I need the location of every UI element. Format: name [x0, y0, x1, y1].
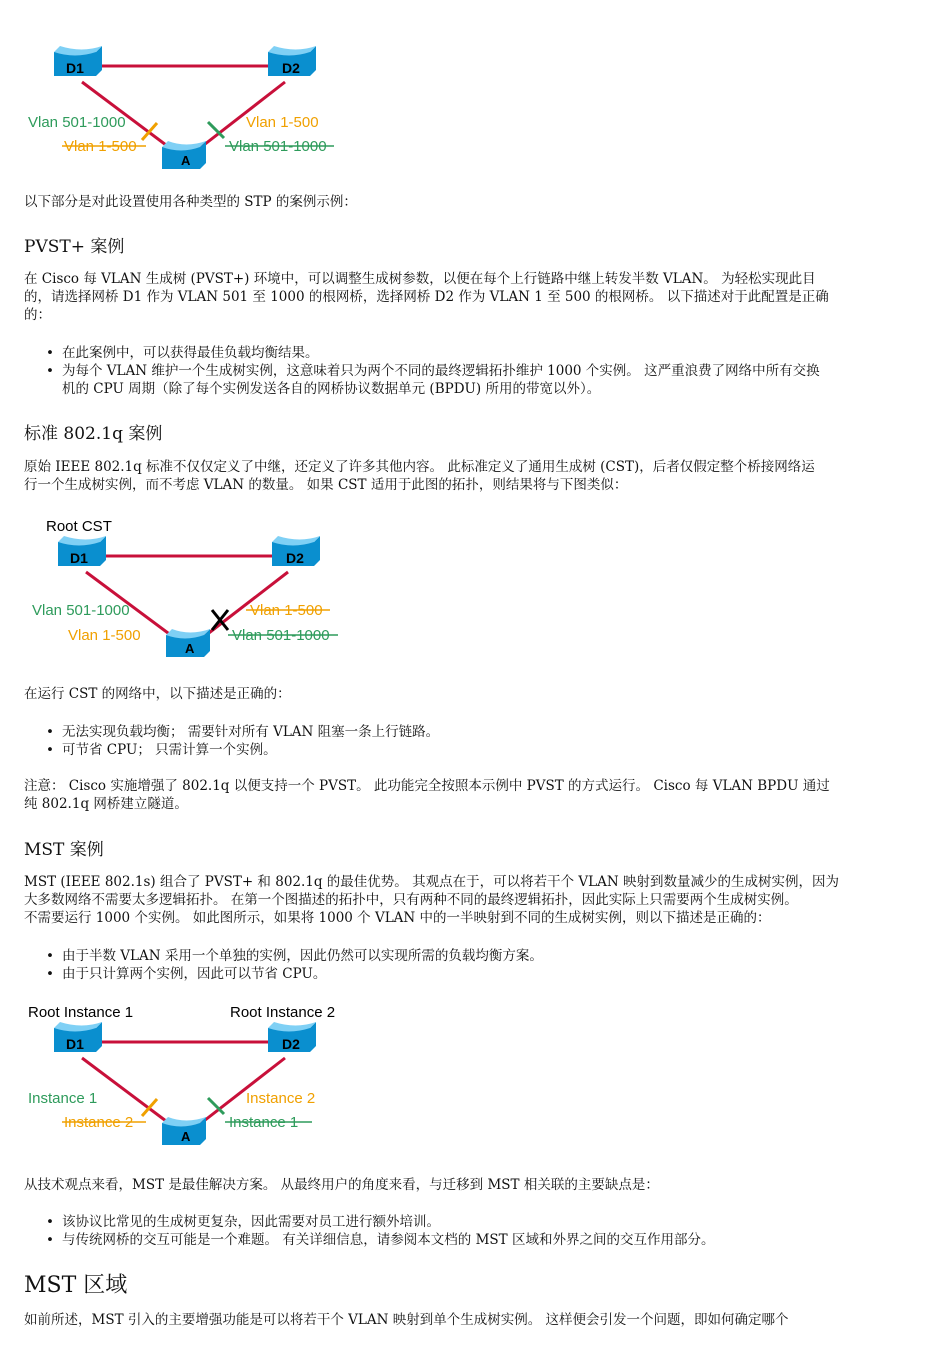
left-top-vlan-label: Vlan 501-1000 — [32, 602, 130, 619]
switch-a-label: A — [181, 1129, 191, 1144]
mst-bullet-list — [24, 947, 922, 983]
switch-d2-icon — [268, 46, 316, 76]
switch-d2-label: D2 — [282, 1036, 300, 1052]
mst-region-paragraph: 如前所述，MST 引入的主要增强功能是可以将若干个 VLAN 映射到单个生成树实例。 这样便会引发一个问题，即如何确定哪个 — [24, 1312, 789, 1328]
cisco-note: 注意： Cisco 实施增强了 802.1q 以便支持一个 PVST。 此功能完全按照本示例中 PVST 的方式运行。 Cisco 每 VLAN BPDU 通过 纯 802.1q 网桥建立隧道。 — [24, 778, 830, 812]
root-instance-1-label: Root Instance 1 — [28, 1004, 134, 1021]
right-bottom-vlan-label: Vlan 501-1000 — [232, 627, 330, 644]
root-instance-2-label: Root Instance 2 — [230, 1004, 336, 1021]
pvst-paragraph: 在 Cisco 每 VLAN 生成树 (PVST+) 环境中，可以调整生成树参数，以便在每个上行链路中继上转发半数 VLAN。 为轻松实现此目 的，请选择网桥 D1 作为 VLAN 501 至 1000 的根网桥，选择网桥 D2 作为 VLAN 1 至 500 的根网桥。 以下描述对于此配置是正确 的： — [24, 271, 829, 323]
left-bottom-instance-label: Instance 2 — [64, 1114, 134, 1131]
tech-bullet-list — [24, 1213, 922, 1249]
pvst-heading: PVST+ 案例 — [24, 237, 125, 257]
switch-a-icon — [162, 141, 206, 169]
list-item: • 可节省 CPU； 只需计算一个实例。 — [24, 741, 922, 759]
switch-d1-label: D1 — [66, 1036, 84, 1052]
cst-topology-diagram — [0, 510, 360, 670]
pvst-topology-diagram — [0, 30, 360, 180]
switch-d1-label: D1 — [70, 550, 88, 566]
cst-intro: 在运行 CST 的网络中，以下描述是正确的： — [24, 686, 291, 702]
left-top-vlan-label: Vlan 501-1000 — [28, 114, 126, 131]
std-8021q-heading: 标准 802.1q 案例 — [24, 424, 163, 444]
intro-text: 以下部分是对此设置使用各种类型的 STP 的案例示例： — [24, 194, 357, 210]
switch-d1-label: D1 — [66, 60, 84, 76]
cst-bullet-list — [24, 723, 922, 759]
list-item: • 为每个 VLAN 维护一个生成树实例，这意味着只为两个不同的最终逻辑拓扑维护 1000 个实例。 这严重浪费了网络中所有交换 机的 CPU 周期（除了每个实例发送各自的网桥协议数据单元 (BPDU) 所用的带宽以外）。 — [24, 362, 922, 398]
switch-d1-icon — [54, 46, 102, 76]
list-item: • 由于半数 VLAN 采用一个单独的实例，因此仍然可以实现所需的负载均衡方案。 — [24, 947, 922, 965]
right-bottom-vlan-label: Vlan 501-1000 — [229, 138, 327, 155]
list-item: • 与传统网桥的交互可能是一个难题。 有关详细信息，请参阅本文档的 MST 区域和外界之间的交互作用部分。 — [24, 1231, 922, 1249]
switch-a-icon — [166, 629, 210, 657]
tech-intro: 从技术观点来看，MST 是最佳解决方案。 从最终用户的角度来看，与迁移到 MST 相关联的主要缺点是： — [24, 1177, 659, 1193]
right-top-instance-label: Instance 2 — [246, 1090, 316, 1107]
std-paragraph: 原始 IEEE 802.1q 标准不仅仅定义了中继，还定义了许多其他内容。 此标准定义了通用生成树 (CST)，后者仅假定整个桥接网络运 行一个生成树实例，而不考虑 VLAN 的数量。 如果 CST 适用于此图的拓扑，则结果将与下图类似： — [24, 459, 815, 493]
switch-d1-icon — [58, 536, 106, 566]
switch-d1-icon — [54, 1022, 102, 1052]
list-item: • 无法实现负载均衡； 需要针对所有 VLAN 阻塞一条上行链路。 — [24, 723, 922, 741]
right-top-vlan-label: Vlan 1-500 — [250, 602, 323, 619]
switch-a-label: A — [181, 153, 191, 168]
list-item: • 在此案例中，可以获得最佳负载均衡结果。 — [24, 344, 922, 362]
mst-region-heading: MST 区域 — [24, 1273, 128, 1298]
switch-a-icon — [162, 1117, 206, 1145]
switch-d2-icon — [272, 536, 320, 566]
right-bottom-instance-label: Instance 1 — [229, 1114, 299, 1131]
right-top-vlan-label: Vlan 1-500 — [246, 114, 319, 131]
switch-d2-icon — [268, 1022, 316, 1052]
list-item: • 由于只计算两个实例，因此可以节省 CPU。 — [24, 965, 922, 983]
switch-d2-label: D2 — [286, 550, 304, 566]
left-bottom-vlan-label: Vlan 1-500 — [64, 138, 137, 155]
switch-a-label: A — [185, 641, 195, 656]
mst-heading: MST 案例 — [24, 840, 104, 860]
mst-topology-diagram — [0, 996, 360, 1156]
left-top-instance-label: Instance 1 — [28, 1090, 98, 1107]
left-bottom-vlan-label: Vlan 1-500 — [68, 627, 141, 644]
mst-paragraph: MST (IEEE 802.1s) 组合了 PVST+ 和 802.1q 的最佳优势。 其观点在于，可以将若干个 VLAN 映射到数量减少的生成树实例，因为 大多数网络不需要太多逻辑拓扑。 在第一个图描述的拓扑中，只有两种不同的最终逻辑拓扑，因此实际上只需要两个生成树实例。 不需要运行 1000 个实例。 如此图所示，如果将 1000 个 VLAN 中的一半映射到不同的生成树实例，则以下描述是正确的： — [24, 874, 839, 926]
switch-d2-label: D2 — [282, 60, 300, 76]
root-cst-label: Root CST — [46, 518, 112, 535]
pvst-bullet-list — [24, 344, 922, 398]
list-item: • 该协议比常见的生成树更复杂，因此需要对员工进行额外培训。 — [24, 1213, 922, 1231]
